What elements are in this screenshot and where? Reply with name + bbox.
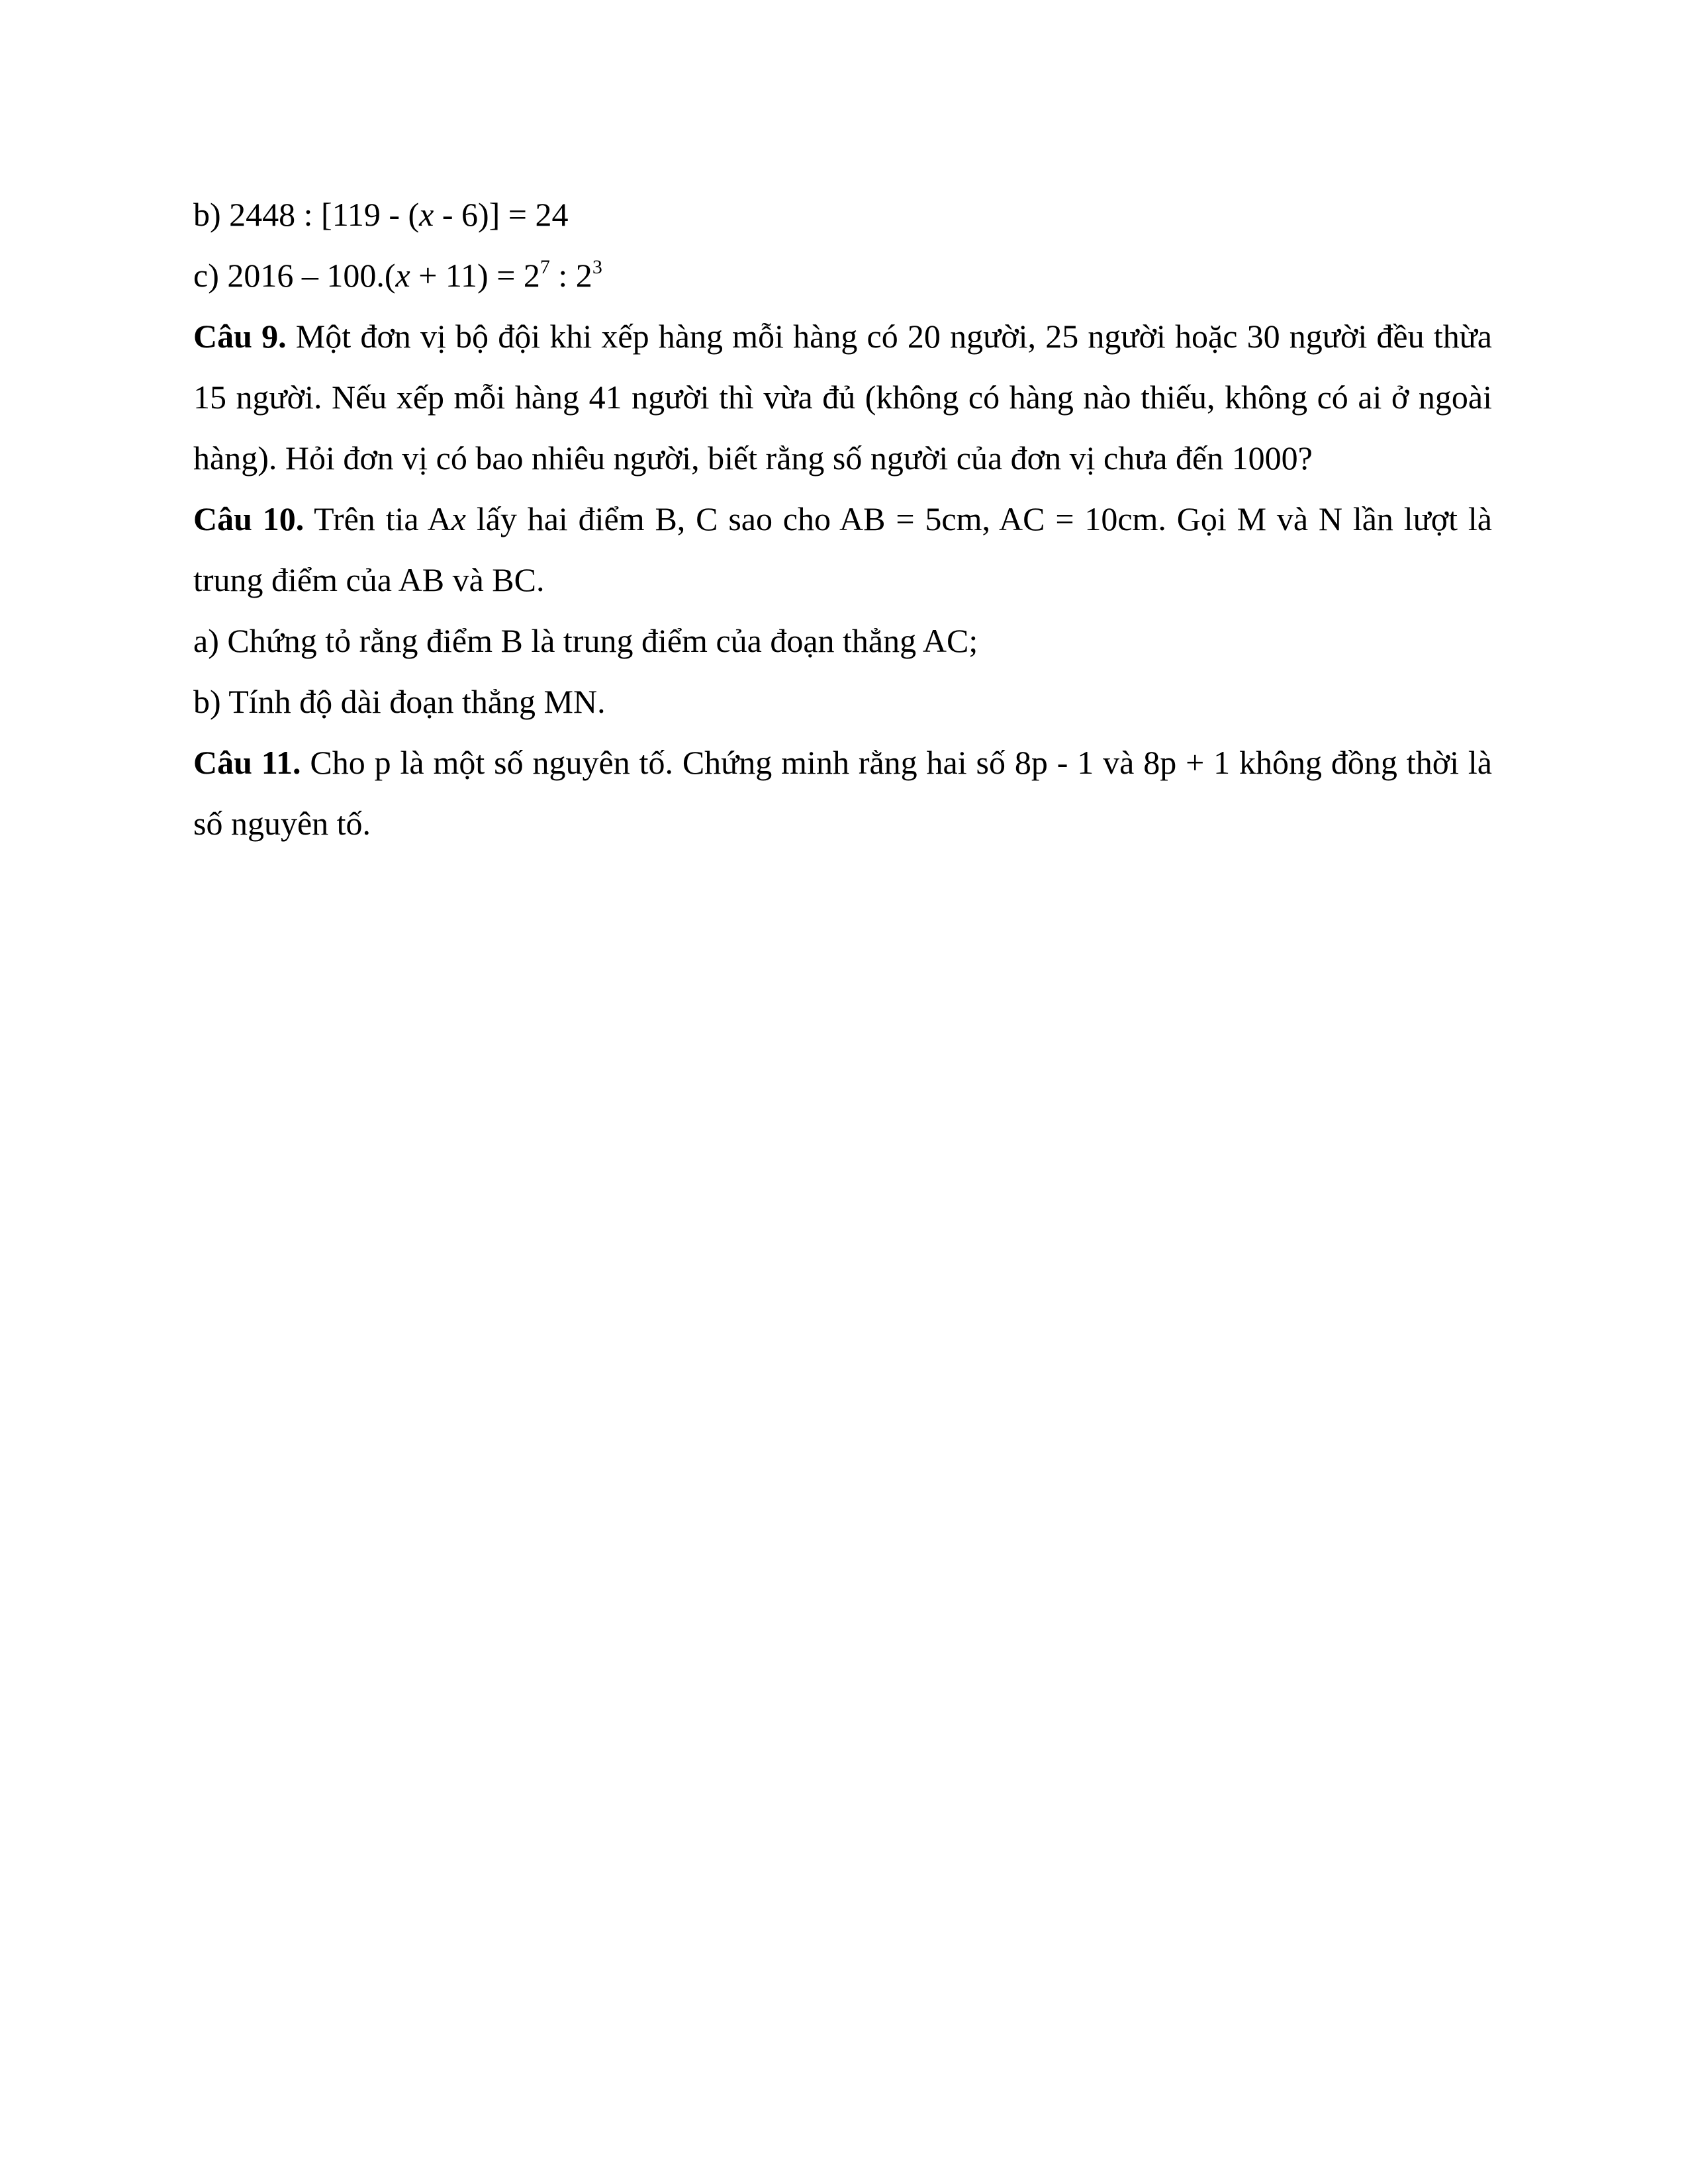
- equation-c-variable: x: [395, 257, 410, 294]
- equation-c-part2: + 11) = 2: [410, 257, 540, 294]
- question-10-part-a: a) Chứng tỏ rằng điểm B là trung điểm của đoạn thẳng AC;: [193, 622, 978, 659]
- question-11-text: Cho p là một số nguyên tố. Chứng minh rằng hai số 8p - 1 và 8p + 1 không đồng thời là số nguyên tố.: [193, 744, 1492, 842]
- equation-c: [193, 245, 1492, 306]
- question-10-variable: x: [451, 500, 466, 537]
- question-10-text-pre: Trên tia A: [304, 500, 451, 537]
- equation-b-part2: - 6)] = 24: [434, 196, 569, 233]
- equation-c-part3: : 2: [549, 257, 592, 294]
- question-9-label: Câu 9.: [193, 318, 287, 355]
- question-10-part-b: b) Tính độ dài đoạn thẳng MN.: [193, 683, 606, 720]
- question-10-label: Câu 10.: [193, 500, 305, 537]
- question-11: [193, 732, 1492, 854]
- question-11-label: Câu 11.: [193, 744, 301, 781]
- equation-b-part1: b) 2448 : [119 - (: [193, 196, 420, 233]
- equation-b: [193, 184, 1492, 245]
- document-content: [193, 184, 1492, 854]
- equation-c-exponent1: 7: [539, 256, 550, 279]
- question-10-text-post: lấy hai điểm B, C sao cho AB = 5cm, AC = 10cm. Gọi M và N lần lượt là trung điểm của AB và BC.: [193, 500, 1492, 598]
- question-9-text: Một đơn vị bộ đội khi xếp hàng mỗi hàng có 20 người, 25 người hoặc 30 người đều thừa 15 người. Nếu xếp mỗi hàng 41 người thì vừa đủ (không có hàng nào thiếu, không có ai ở ngoài hàng). Hỏi đơn vị có bao nhiêu người, biết rằng số người của đơn vị chưa đến 1000?: [193, 318, 1492, 477]
- equation-c-exponent2: 3: [592, 256, 602, 279]
- equation-b-variable: x: [419, 196, 434, 233]
- question-10: [193, 488, 1492, 610]
- question-9: [193, 306, 1492, 488]
- equation-c-part1: c) 2016 – 100.(: [193, 257, 396, 294]
